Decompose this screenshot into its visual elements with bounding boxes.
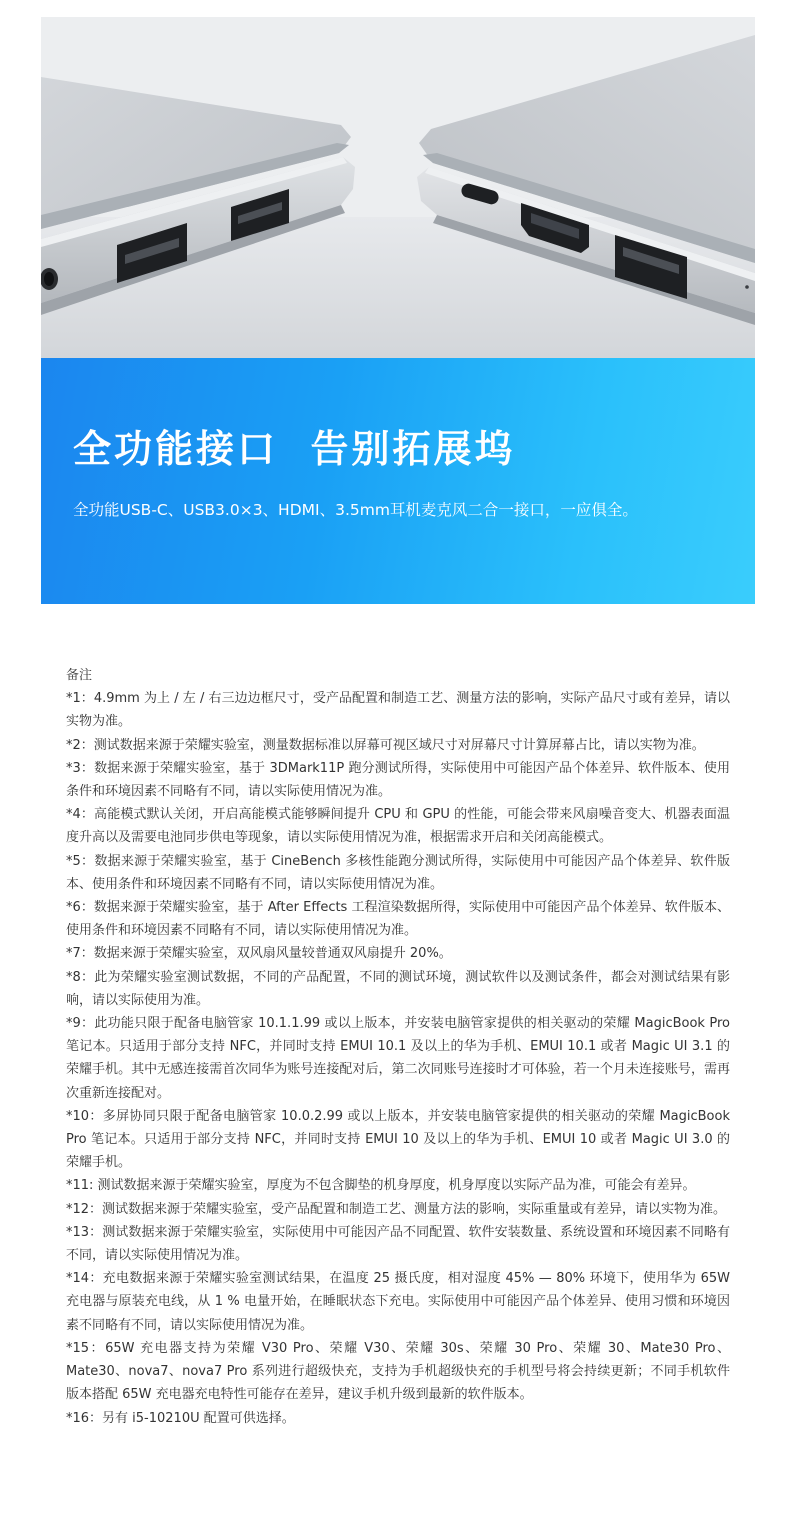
notes-section: [66, 664, 730, 1430]
note-item: *14：充电数据来源于荣耀实验室测试结果，在温度 25 摄氏度，相对湿度 45% — 80% 环境下，使用华为 65W 充电器与原装充电线，从 1 % 电量开始，在睡眠状态下充电。实际使用中可能因产品个体差异、使用习惯和环境因素不同略有不同，请以实际使用情况为准。: [66, 1271, 730, 1333]
note-item: *1：4.9mm 为上 / 左 / 右三边边框尺寸，受产品配置和制造工艺、测量方法的影响，实际产品尺寸或有差异，请以实物为准。: [66, 691, 730, 730]
note-item: *8：此为荣耀实验室测试数据，不同的产品配置，不同的测试环境，测试软件以及测试条件，都会对测试结果有影响，请以实际使用为准。: [66, 969, 730, 1008]
laptop-ports-photo: [41, 17, 755, 358]
note-item: *13：测试数据来源于荣耀实验室，实际使用中可能因产品不同配置、软件安装数量、系统设置和环境因素不同略有不同，请以实际使用情况为准。: [66, 1224, 730, 1264]
note-item: *12：测试数据来源于荣耀实验室，受产品配置和制造工艺、测量方法的影响，实际重量或有差异，请以实物为准。: [66, 1201, 727, 1217]
notes-heading: 备注: [66, 668, 93, 683]
notes-list: [66, 687, 730, 1430]
note-item: *11: 测试数据来源于荣耀实验室，厚度为不包含脚垫的机身厚度，机身厚度以实际产品为准，可能会有差异。: [66, 1178, 696, 1194]
note-item: *3：数据来源于荣耀实验室，基于 3DMark11P 跑分测试所得，实际使用中可能因产品个体差异、软件版本、使用条件和环境因素不同略有不同，请以实际使用情况为准。: [66, 760, 730, 800]
feature-banner: [41, 358, 755, 604]
banner-subtitle: 全功能USB-C、USB3.0×3、HDMI、3.5mm耳机麦克风二合一接口，一应俱全。: [73, 501, 638, 519]
note-item: *10：多屏协同只限于配备电脑管家 10.0.2.99 或以上版本，并安装电脑管家提供的相关驱动的荣耀 MagicBook Pro 笔记本。只适用于部分支持 NFC，并同时支持 EMUI 10 及以上的华为手机、EMUI 10 或者 Magic UI 3.0 的荣耀手机。: [66, 1108, 730, 1171]
note-item: *16：另有 i5-10210U 配置可供选择。: [66, 1410, 295, 1426]
laptop-ports-illustration: [41, 17, 755, 358]
status-led-icon: [745, 285, 749, 289]
note-item: *15：65W 充电器支持为荣耀 V30 Pro、荣耀 V30、荣耀 30s、荣耀 30 Pro、荣耀 30、Mate30 Pro、Mate30、nova7、nova7 Pro 系列进行超级快充，支持为手机超级快充的手机型号将会持续更新；不同手机软件版本搭配 65W 充电器充电特性可能存在差异，建议手机升级到最新的软件版本。: [66, 1340, 730, 1403]
note-item: *7：数据来源于荣耀实验室，双风扇风量较普通双风扇提升 20%。: [66, 946, 452, 962]
banner-title: 全功能接口 告别拓展坞: [73, 427, 516, 471]
note-item: *4：高能模式默认关闭，开启高能模式能够瞬间提升 CPU 和 GPU 的性能，可能会带来风扇噪音变大、机器表面温度升高以及需要电池同步供电等现象，请以实际使用情况为准，根据需求开启和关闭高能模式。: [66, 807, 730, 846]
note-item: *2：测试数据来源于荣耀实验室，测量数据标准以屏幕可视区域尺寸对屏幕尺寸计算屏幕占比，请以实物为准。: [66, 737, 705, 753]
note-item: *6：数据来源于荣耀实验室，基于 After Effects 工程渲染数据所得，实际使用中可能因产品个体差异、软件版本、使用条件和环境因素不同略有不同，请以实际使用情况为准。: [66, 900, 730, 939]
note-item: *9：此功能只限于配备电脑管家 10.1.1.99 或以上版本，并安装电脑管家提供的相关驱动的荣耀 MagicBook Pro 笔记本。只适用于部分支持 NFC，并同时支持 EMUI 10.1 及以上的华为手机、EMUI 10.1 或者 Magic UI 3.1 的荣耀手机。其中无感连接需首次同华为账号连接配对后，第二次同账号连接时才可体验，若一个月未连接账号，需再次重新连接配对。: [66, 1016, 730, 1101]
note-item: *5：数据来源于荣耀实验室，基于 CineBench 多核性能跑分测试所得，实际使用中可能因产品个体差异、软件版本、使用条件和环境因素不同略有不同，请以实际使用情况为准。: [66, 853, 730, 892]
